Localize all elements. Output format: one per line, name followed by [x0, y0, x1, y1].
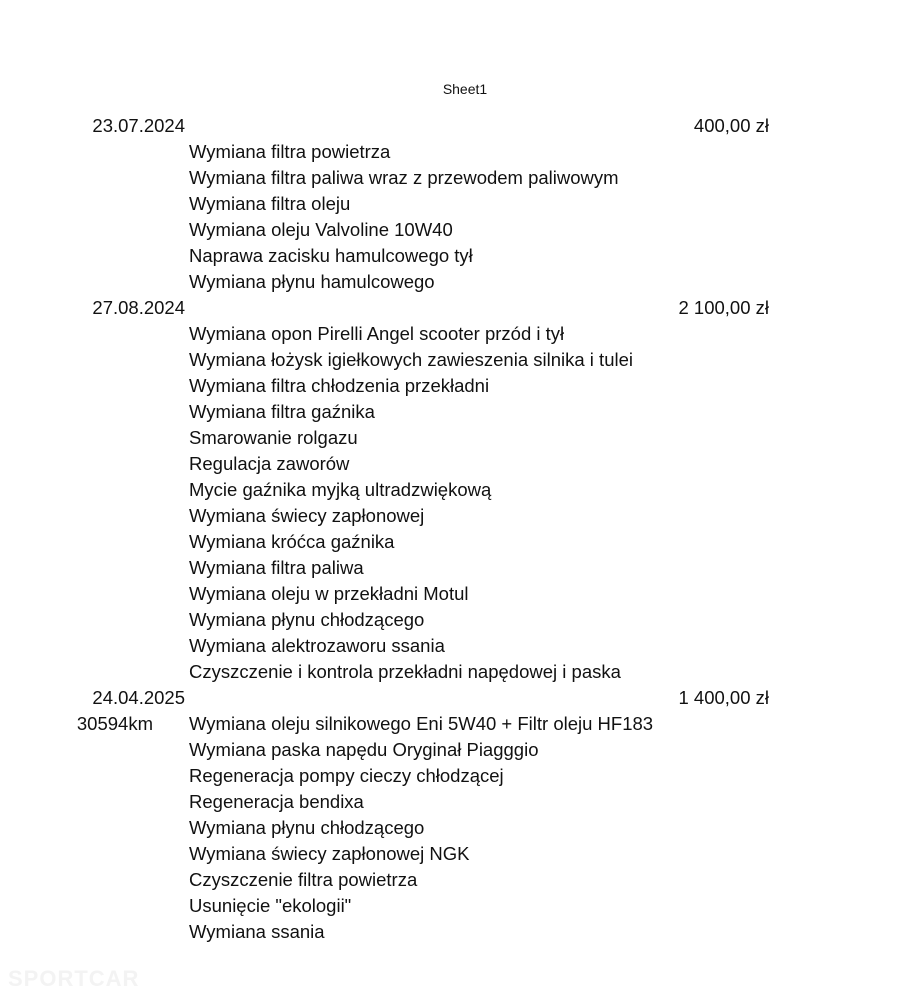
service-item-row: [0, 633, 921, 659]
service-cost: 400,00 zł: [693, 115, 769, 136]
service-item: Czyszczenie filtra powietrza: [189, 869, 418, 890]
service-item-row: [0, 789, 921, 815]
service-item-row: [0, 477, 921, 503]
service-item: Wymiana płynu chłodzącego: [189, 817, 425, 838]
service-item: Mycie gaźnika myjką ultradzwiękową: [189, 479, 492, 500]
service-date: 23.07.2024: [92, 115, 185, 136]
watermark: SPORTCAR: [8, 966, 140, 991]
service-item-row: [0, 815, 921, 841]
service-item-row: [0, 347, 921, 373]
service-item-row: [0, 321, 921, 347]
service-item: Wymiana płynu chłodzącego: [189, 609, 425, 630]
service-item: Wymiana świecy zapłonowej NGK: [189, 843, 470, 864]
service-item: Wymiana ssania: [189, 921, 325, 942]
service-item-row: [0, 243, 921, 269]
service-item-row: [0, 659, 921, 685]
service-item-row: [0, 737, 921, 763]
service-item-row: [0, 373, 921, 399]
date-row: [0, 685, 921, 711]
service-item-row: [0, 919, 921, 945]
service-item: Wymiana świecy zapłonowej: [189, 505, 425, 526]
service-item-row: [0, 399, 921, 425]
service-item: Wymiana króćca gaźnika: [189, 531, 395, 552]
service-item-row: [0, 165, 921, 191]
sheet-title: Sheet1: [442, 81, 488, 97]
service-date: 27.08.2024: [92, 297, 185, 318]
service-item: Smarowanie rolgazu: [189, 427, 358, 448]
service-cost: 1 400,00 zł: [678, 687, 769, 708]
service-item-row: [0, 217, 921, 243]
service-item: Wymiana płynu hamulcowego: [189, 271, 435, 292]
service-date: 24.04.2025: [92, 687, 185, 708]
service-item: Wymiana oleju w przekładni Motul: [189, 583, 469, 604]
service-item-row: [0, 763, 921, 789]
service-item: Wymiana filtra chłodzenia przekładni: [189, 375, 490, 396]
service-item-row: [0, 139, 921, 165]
service-item-row: [0, 191, 921, 217]
service-item-row: [0, 425, 921, 451]
service-item-row: [0, 451, 921, 477]
service-item: Wymiana łożysk igiełkowych zawieszenia silnika i tulei: [189, 349, 633, 370]
service-item: Wymiana filtra oleju: [189, 193, 351, 214]
service-item-row: [0, 269, 921, 295]
service-cost: 2 100,00 zł: [678, 297, 769, 318]
service-item-row: [0, 555, 921, 581]
service-item-row: [0, 581, 921, 607]
service-item: Wymiana alektrozaworu ssania: [189, 635, 445, 656]
service-item: Naprawa zacisku hamulcowego tył: [189, 245, 473, 266]
service-item: Regeneracja pompy cieczy chłodzącej: [189, 765, 504, 786]
service-item: Wymiana paska napędu Oryginał Piagggio: [189, 739, 539, 760]
service-item: Regulacja zaworów: [189, 453, 350, 474]
service-item: Czyszczenie i kontrola przekładni napędowej i paska: [189, 661, 621, 682]
service-item: Wymiana filtra gaźnika: [189, 401, 375, 422]
date-row: [0, 295, 921, 321]
mileage-note: 30594km: [76, 713, 153, 734]
date-row: [0, 113, 921, 139]
service-item-row: [0, 841, 921, 867]
service-item: Wymiana filtra paliwa: [189, 557, 364, 578]
service-item-row: [0, 867, 921, 893]
service-item-row: [0, 529, 921, 555]
service-item: Regeneracja bendixa: [189, 791, 364, 812]
service-item: Wymiana opon Pirelli Angel scooter przód i tył: [189, 323, 565, 344]
service-item: Wymiana filtra powietrza: [189, 141, 391, 162]
service-item: Wymiana oleju silnikowego Eni 5W40 + Filtr oleju HF183: [189, 713, 654, 734]
service-log-table: [0, 113, 921, 945]
service-item: Usunięcie "ekologii": [189, 895, 352, 916]
service-item-row: [0, 503, 921, 529]
service-item: Wymiana filtra paliwa wraz z przewodem paliwowym: [189, 167, 619, 188]
service-item-row: [0, 607, 921, 633]
service-item: Wymiana oleju Valvoline 10W40: [189, 219, 453, 240]
service-item-row: [0, 893, 921, 919]
service-item-row: [0, 711, 921, 737]
